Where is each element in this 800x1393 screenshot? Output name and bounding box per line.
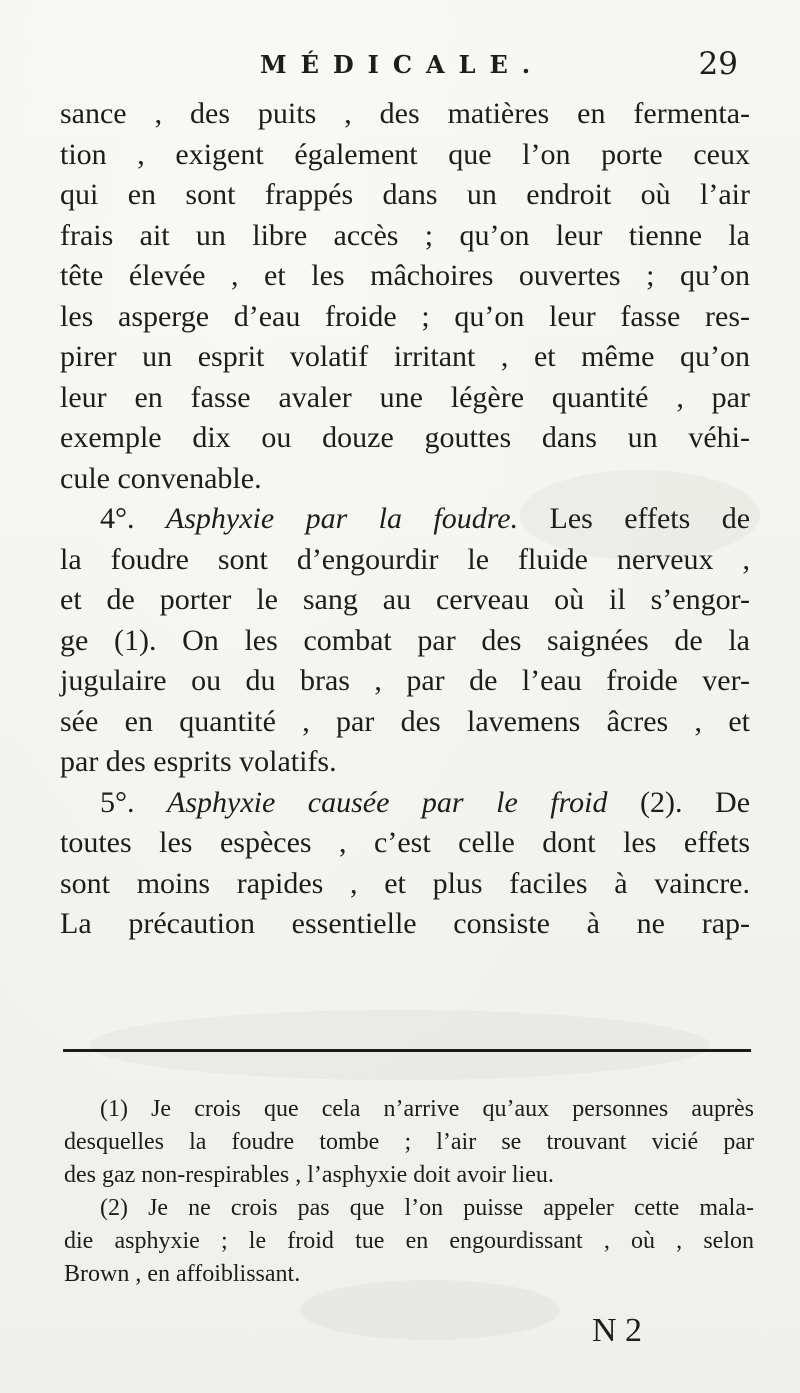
signature-mark: N 2 [592,1312,643,1349]
text-line: jugulaire ou du bras , par de l’eau froide ver- [60,664,750,697]
footnote-line: (2) Je ne crois pas que l’on puisse appeler cette mala- [100,1195,754,1221]
text-line: pirer un esprit volatif irritant , et même qu’on [60,340,750,373]
section-number: 5°. [100,785,135,819]
text-line: leur en fasse avaler une légère quantité , par [60,380,750,414]
text-line: toutes les espèces , c’est celle dont les effets [60,826,750,859]
text-line: qui en sont frappés dans un endroit où l’air [60,178,750,211]
page-number: 29 [698,46,738,82]
ink-bleed [90,1010,710,1080]
text-line: tion , exigent également que l’on porte ceux [60,137,750,171]
footnote-line: Brown , en affoiblissant. [64,1261,301,1287]
text-line: tête élevée , et les mâchoires ouvertes ; qu’on [60,259,750,292]
text-line: sance , des puits , des matières en fermenta- [60,97,750,130]
footnote-line: die asphyxie ; le froid tue en engourdissant , où , selon [64,1228,754,1254]
text-line: par des esprits volatifs. [60,745,337,778]
text-line: sont moins rapides , et plus faciles à vaincre. [60,866,750,900]
section-number: 4°. [100,502,135,535]
main-text [60,94,750,945]
footnotes [64,1093,754,1291]
text-line: la foudre sont d’engourdir le fluide nerveux , [60,542,750,576]
running-head: MÉDICALE. [260,50,545,79]
section-5-heading-line [60,783,750,824]
footnote-reference: (2). [640,785,683,819]
text-line: La précaution essentielle consiste à ne rap- [60,907,750,940]
footnote-divider [63,1049,751,1052]
text-line: frais ait un libre accès ; qu’on leur tienne la [60,218,750,252]
section-title: Asphyxie par la foudre. [165,502,519,535]
text-fragment: Les effets de [549,502,751,535]
text-line: sée en quantité , par des lavemens âcres , et [60,704,750,738]
section-title: Asphyxie causée par le froid [167,785,608,819]
footnote-line: (1) Je crois que cela n’arrive qu’aux personnes auprès [100,1096,754,1122]
footnote-line: des gaz non-respirables , l’asphyxie doit avoir lieu. [64,1162,554,1188]
text-line: et de porter le sang au cerveau où il s’engor- [60,583,750,616]
text-line: exemple dix ou douze gouttes dans un véhi- [60,421,750,454]
section-4-heading-line [60,499,750,540]
text-line: ge (1). On les combat par des saignées de la [60,623,750,657]
text-fragment: De [715,785,751,819]
text-line: cule convenable. [60,461,262,495]
text-line: les asperge d’eau froide ; qu’on leur fasse res- [60,299,750,333]
footnote-line: desquelles la foudre tombe ; l’air se trouvant vicié par [64,1129,754,1155]
page-header [0,38,800,98]
